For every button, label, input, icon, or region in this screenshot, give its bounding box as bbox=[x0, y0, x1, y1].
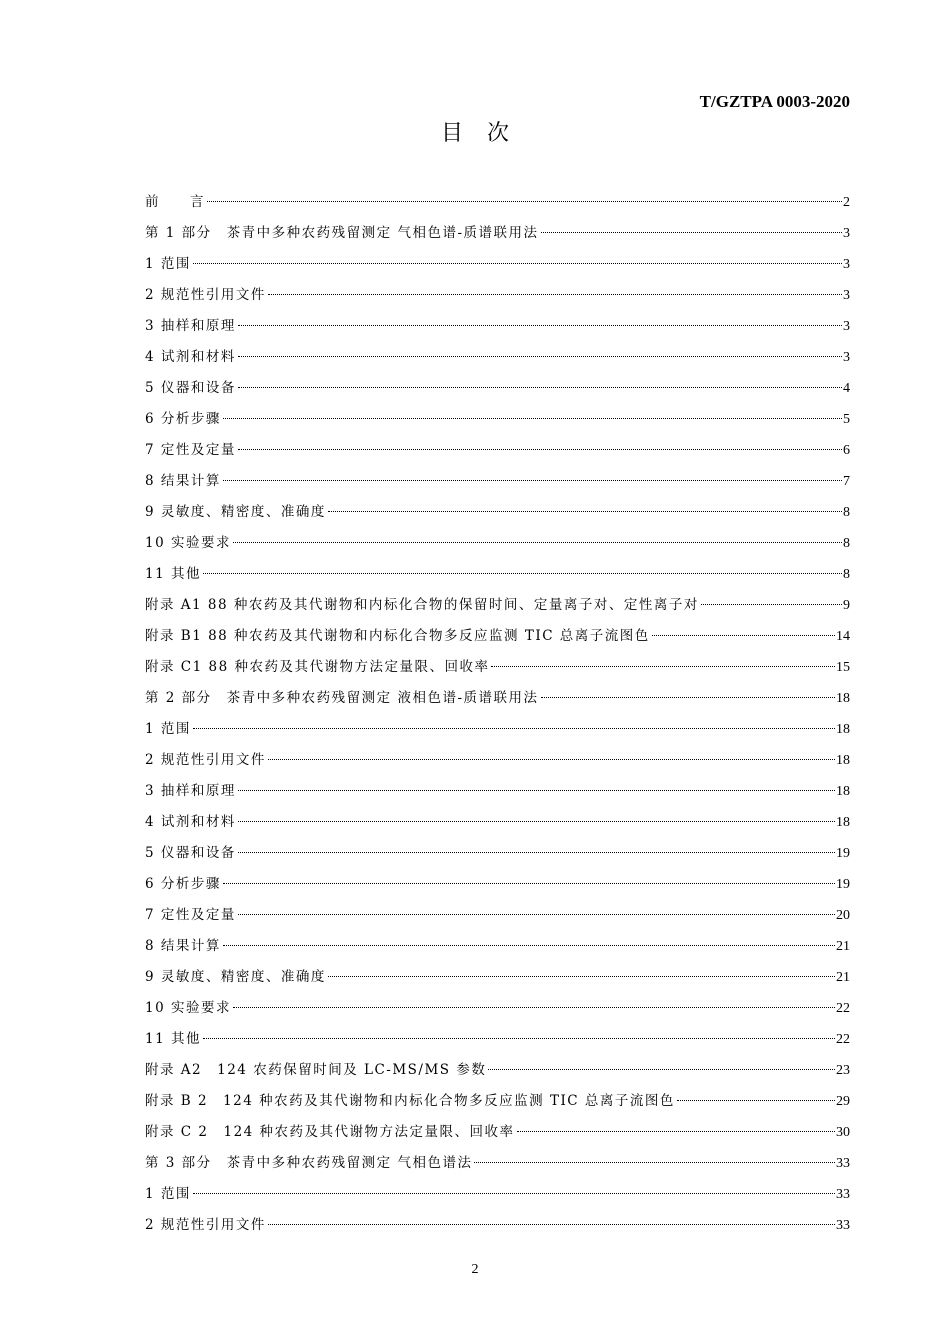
toc-leader-dots bbox=[203, 1038, 835, 1039]
toc-entry-label: 11 其他 bbox=[145, 1031, 201, 1047]
table-of-contents bbox=[145, 187, 850, 1241]
toc-entry[interactable] bbox=[145, 714, 850, 745]
toc-entry-label: 7 定性及定量 bbox=[145, 907, 236, 923]
toc-entry[interactable] bbox=[145, 1179, 850, 1210]
toc-entry[interactable] bbox=[145, 993, 850, 1024]
toc-leader-dots bbox=[223, 480, 842, 481]
toc-entry-page: 22 bbox=[836, 1001, 850, 1016]
toc-entry-page: 15 bbox=[836, 660, 850, 675]
toc-leader-dots bbox=[238, 821, 835, 822]
toc-entry-page: 3 bbox=[843, 257, 850, 272]
toc-entry-label: 7 定性及定量 bbox=[145, 442, 236, 458]
toc-leader-dots bbox=[268, 294, 842, 295]
toc-leader-dots bbox=[207, 201, 842, 202]
toc-leader-dots bbox=[238, 790, 835, 791]
toc-entry-label: 3 抽样和原理 bbox=[145, 783, 236, 799]
toc-entry-label: 5 仪器和设备 bbox=[145, 380, 236, 396]
toc-entry-page: 5 bbox=[843, 412, 850, 427]
standard-code: T/GZTPA 0003-2020 bbox=[699, 92, 850, 111]
toc-entry-page: 18 bbox=[836, 815, 850, 830]
toc-entry[interactable] bbox=[145, 1210, 850, 1241]
toc-entry-label: 第 1 部分 茶青中多种农药残留测定 气相色谱-质谱联用法 bbox=[145, 225, 539, 241]
toc-leader-dots bbox=[223, 883, 835, 884]
toc-leader-dots bbox=[677, 1100, 835, 1101]
toc-entry-label: 附录 B1 88 种农药及其代谢物和内标化合物多反应监测 TIC 总离子流图色 bbox=[145, 628, 650, 644]
toc-leader-dots bbox=[233, 542, 842, 543]
toc-entry-page: 33 bbox=[836, 1187, 850, 1202]
toc-leader-dots bbox=[474, 1162, 835, 1163]
toc-entry-label: 11 其他 bbox=[145, 566, 201, 582]
toc-entry[interactable] bbox=[145, 280, 850, 311]
toc-entry-page: 29 bbox=[836, 1094, 850, 1109]
toc-entry-label: 6 分析步骤 bbox=[145, 411, 221, 427]
toc-entry[interactable] bbox=[145, 466, 850, 497]
toc-leader-dots bbox=[193, 1193, 835, 1194]
toc-entry-label: 10 实验要求 bbox=[145, 1000, 231, 1016]
toc-leader-dots bbox=[238, 325, 842, 326]
toc-entry[interactable] bbox=[145, 404, 850, 435]
toc-entry[interactable] bbox=[145, 187, 850, 218]
toc-leader-dots bbox=[268, 1224, 835, 1225]
toc-entry-label: 前 言 bbox=[145, 194, 205, 210]
toc-entry-label: 2 规范性引用文件 bbox=[145, 287, 266, 303]
toc-entry-page: 22 bbox=[836, 1032, 850, 1047]
toc-entry[interactable] bbox=[145, 435, 850, 466]
toc-entry-page: 8 bbox=[843, 505, 850, 520]
toc-entry[interactable] bbox=[145, 1117, 850, 1148]
toc-entry-label: 6 分析步骤 bbox=[145, 876, 221, 892]
toc-entry[interactable] bbox=[145, 1086, 850, 1117]
toc-leader-dots bbox=[238, 852, 835, 853]
toc-leader-dots bbox=[541, 232, 842, 233]
toc-leader-dots bbox=[491, 666, 835, 667]
toc-entry-label: 附录 C 2 124 种农药及其代谢物方法定量限、回收率 bbox=[145, 1124, 515, 1140]
toc-entry-label: 第 3 部分 茶青中多种农药残留测定 气相色谱法 bbox=[145, 1155, 473, 1171]
toc-entry-label: 4 试剂和材料 bbox=[145, 349, 236, 365]
toc-leader-dots bbox=[652, 635, 835, 636]
toc-entry[interactable] bbox=[145, 590, 850, 621]
toc-entry-page: 8 bbox=[843, 536, 850, 551]
toc-leader-dots bbox=[193, 263, 842, 264]
toc-entry[interactable] bbox=[145, 869, 850, 900]
toc-entry[interactable] bbox=[145, 528, 850, 559]
toc-entry-label: 4 试剂和材料 bbox=[145, 814, 236, 830]
toc-entry-page: 20 bbox=[836, 908, 850, 923]
toc-entry[interactable] bbox=[145, 900, 850, 931]
toc-entry-label: 附录 C1 88 种农药及其代谢物方法定量限、回收率 bbox=[145, 659, 490, 675]
toc-entry[interactable] bbox=[145, 373, 850, 404]
toc-leader-dots bbox=[233, 1007, 835, 1008]
toc-entry-label: 8 结果计算 bbox=[145, 938, 221, 954]
toc-entry-label: 2 规范性引用文件 bbox=[145, 752, 266, 768]
toc-leader-dots bbox=[328, 511, 842, 512]
toc-entry-page: 8 bbox=[843, 567, 850, 582]
toc-leader-dots bbox=[488, 1069, 835, 1070]
toc-entry-page: 3 bbox=[843, 226, 850, 241]
toc-entry[interactable] bbox=[145, 683, 850, 714]
toc-leader-dots bbox=[238, 449, 842, 450]
toc-entry[interactable] bbox=[145, 776, 850, 807]
toc-entry-label: 1 范围 bbox=[145, 1186, 191, 1202]
toc-entry-label: 9 灵敏度、精密度、准确度 bbox=[145, 504, 326, 520]
toc-entry[interactable] bbox=[145, 807, 850, 838]
toc-entry-label: 附录 B 2 124 种农药及其代谢物和内标化合物多反应监测 TIC 总离子流图色 bbox=[145, 1093, 675, 1109]
toc-leader-dots bbox=[238, 356, 842, 357]
toc-entry-page: 9 bbox=[843, 598, 850, 613]
toc-entry[interactable] bbox=[145, 1055, 850, 1086]
toc-leader-dots bbox=[517, 1131, 835, 1132]
toc-entry[interactable] bbox=[145, 559, 850, 590]
toc-entry-page: 23 bbox=[836, 1063, 850, 1078]
toc-leader-dots bbox=[701, 604, 842, 605]
toc-entry-page: 18 bbox=[836, 691, 850, 706]
toc-entry-page: 21 bbox=[836, 970, 850, 985]
toc-entry-page: 33 bbox=[836, 1218, 850, 1233]
toc-entry-page: 3 bbox=[843, 288, 850, 303]
toc-entry-label: 8 结果计算 bbox=[145, 473, 221, 489]
toc-leader-dots bbox=[193, 728, 835, 729]
toc-entry-page: 4 bbox=[843, 381, 850, 396]
toc-entry-page: 7 bbox=[843, 474, 850, 489]
toc-entry-page: 14 bbox=[836, 629, 850, 644]
toc-leader-dots bbox=[328, 976, 835, 977]
toc-entry[interactable] bbox=[145, 342, 850, 373]
toc-entry-label: 9 灵敏度、精密度、准确度 bbox=[145, 969, 326, 985]
toc-entry[interactable] bbox=[145, 218, 850, 249]
toc-entry-label: 10 实验要求 bbox=[145, 535, 231, 551]
toc-entry[interactable] bbox=[145, 1024, 850, 1055]
toc-entry-page: 19 bbox=[836, 846, 850, 861]
page-title: 目次 bbox=[440, 121, 533, 146]
toc-leader-dots bbox=[223, 945, 835, 946]
toc-entry-page: 18 bbox=[836, 784, 850, 799]
toc-leader-dots bbox=[541, 697, 835, 698]
toc-entry[interactable] bbox=[145, 962, 850, 993]
toc-entry-page: 21 bbox=[836, 939, 850, 954]
toc-leader-dots bbox=[238, 387, 842, 388]
toc-leader-dots bbox=[223, 418, 842, 419]
toc-entry[interactable] bbox=[145, 838, 850, 869]
toc-entry[interactable] bbox=[145, 931, 850, 962]
toc-entry-page: 18 bbox=[836, 753, 850, 768]
toc-entry-label: 附录 A2 124 农药保留时间及 LC-MS/MS 参数 bbox=[145, 1062, 487, 1078]
toc-entry-page: 6 bbox=[843, 443, 850, 458]
toc-entry-label: 附录 A1 88 种农药及其代谢物和内标化合物的保留时间、定量离子对、定性离子对 bbox=[145, 597, 699, 613]
toc-entry-label: 第 2 部分 茶青中多种农药残留测定 液相色谱-质谱联用法 bbox=[145, 690, 539, 706]
toc-entry-page: 2 bbox=[843, 195, 850, 210]
toc-entry-page: 33 bbox=[836, 1156, 850, 1171]
toc-entry[interactable] bbox=[145, 745, 850, 776]
toc-entry[interactable] bbox=[145, 1148, 850, 1179]
toc-leader-dots bbox=[268, 759, 835, 760]
toc-entry-label: 1 范围 bbox=[145, 256, 191, 272]
toc-entry[interactable] bbox=[145, 311, 850, 342]
toc-entry-label: 1 范围 bbox=[145, 721, 191, 737]
toc-entry-page: 18 bbox=[836, 722, 850, 737]
toc-entry[interactable] bbox=[145, 652, 850, 683]
toc-entry[interactable] bbox=[145, 497, 850, 528]
toc-entry-page: 3 bbox=[843, 350, 850, 365]
toc-entry[interactable] bbox=[145, 249, 850, 280]
toc-entry-label: 5 仪器和设备 bbox=[145, 845, 236, 861]
toc-leader-dots bbox=[203, 573, 842, 574]
toc-entry-label: 2 规范性引用文件 bbox=[145, 1217, 266, 1233]
toc-leader-dots bbox=[238, 914, 835, 915]
toc-entry[interactable] bbox=[145, 621, 850, 652]
toc-entry-page: 19 bbox=[836, 877, 850, 892]
toc-entry-page: 3 bbox=[843, 319, 850, 334]
toc-entry-page: 30 bbox=[836, 1125, 850, 1140]
page-number: 2 bbox=[471, 1262, 479, 1277]
toc-entry-label: 3 抽样和原理 bbox=[145, 318, 236, 334]
